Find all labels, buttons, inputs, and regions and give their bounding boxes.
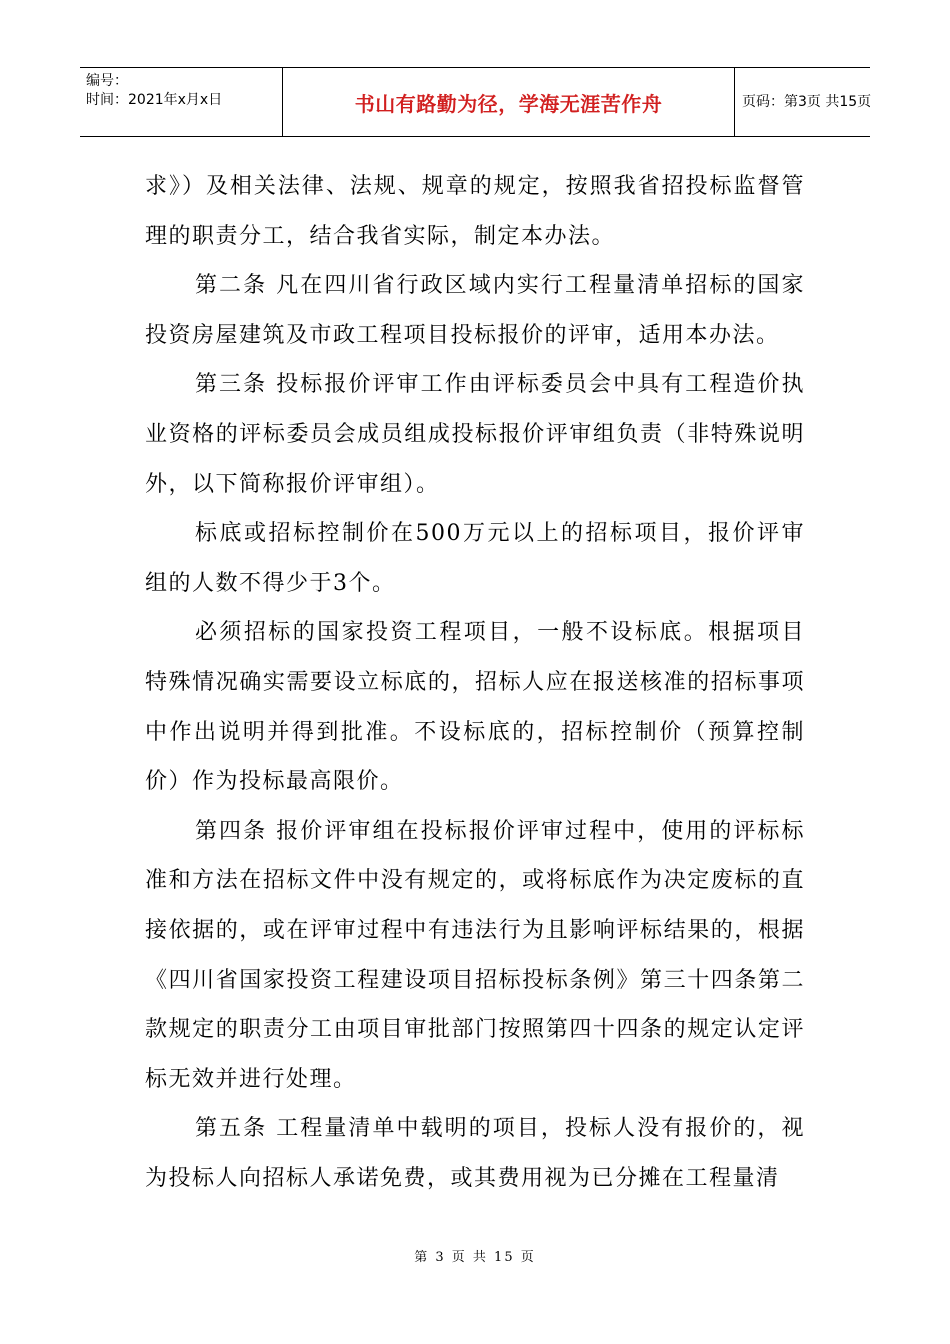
document-body — [145, 162, 805, 1203]
paragraph-reviewer-count: 标底或招标控制价在500万元以上的招标项目，报价评审组的人数不得少于3个。 — [145, 521, 805, 596]
paragraph-article-5: 第五条 工程量清单中载明的项目，投标人没有报价的，视为投标人向招标人承诺免费，或其费用视为已分摊在工程量清 — [145, 1116, 805, 1191]
paragraph-continuation: 求》）及相关法律、法规、规章的规定，按照我省招投标监督管理的职责分工，结合我省实际，制定本办法。 — [145, 174, 805, 249]
document-number-label: 编号： — [86, 73, 128, 89]
header-page-info: 页码：第3页 共15页 — [742, 94, 872, 110]
header-page-cell — [735, 68, 870, 136]
paragraph-article-3: 第三条 投标报价评审工作由评标委员会中具有工程造价执业资格的评标委员会成员组成投标报价评审组负责（非特殊说明外，以下简称报价评审组）。 — [145, 372, 805, 497]
header-meta-cell — [80, 68, 283, 136]
paragraph-base-price: 必须招标的国家投资工程项目，一般不设标底。根据项目特殊情况确实需要设立标底的，招标人应在报送核准的招标事项中作出说明并得到批准。不设标底的，招标控制价（预算控制价）作为投标最高限价。 — [145, 620, 805, 795]
paragraph-article-4: 第四条 报价评审组在投标报价评审过程中，使用的评标标准和方法在招标文件中没有规定的，或将标底作为决定废标的直接依据的，或在评审过程中有违法行为且影响评标结果的，根据《四川省国家投资工程建设项目招标投标条例》第三十四条第二款规定的职责分工由项目审批部门按照第四十四条的规定认定评标无效并进行处理。 — [145, 818, 805, 1092]
page-header — [80, 67, 870, 137]
paragraph-article-2: 第二条 凡在四川省行政区域内实行工程量清单招标的国家投资房屋建筑及市政工程项目投标报价的评审，适用本办法。 — [145, 273, 805, 348]
header-motto-cell — [283, 68, 735, 136]
page-footer: 第 3 页 共 15 页 — [414, 1250, 536, 1265]
document-date-label: 时间：2021年x月x日 — [86, 92, 223, 108]
header-motto: 书山有路勤为径，学海无涯苦作舟 — [354, 91, 663, 116]
